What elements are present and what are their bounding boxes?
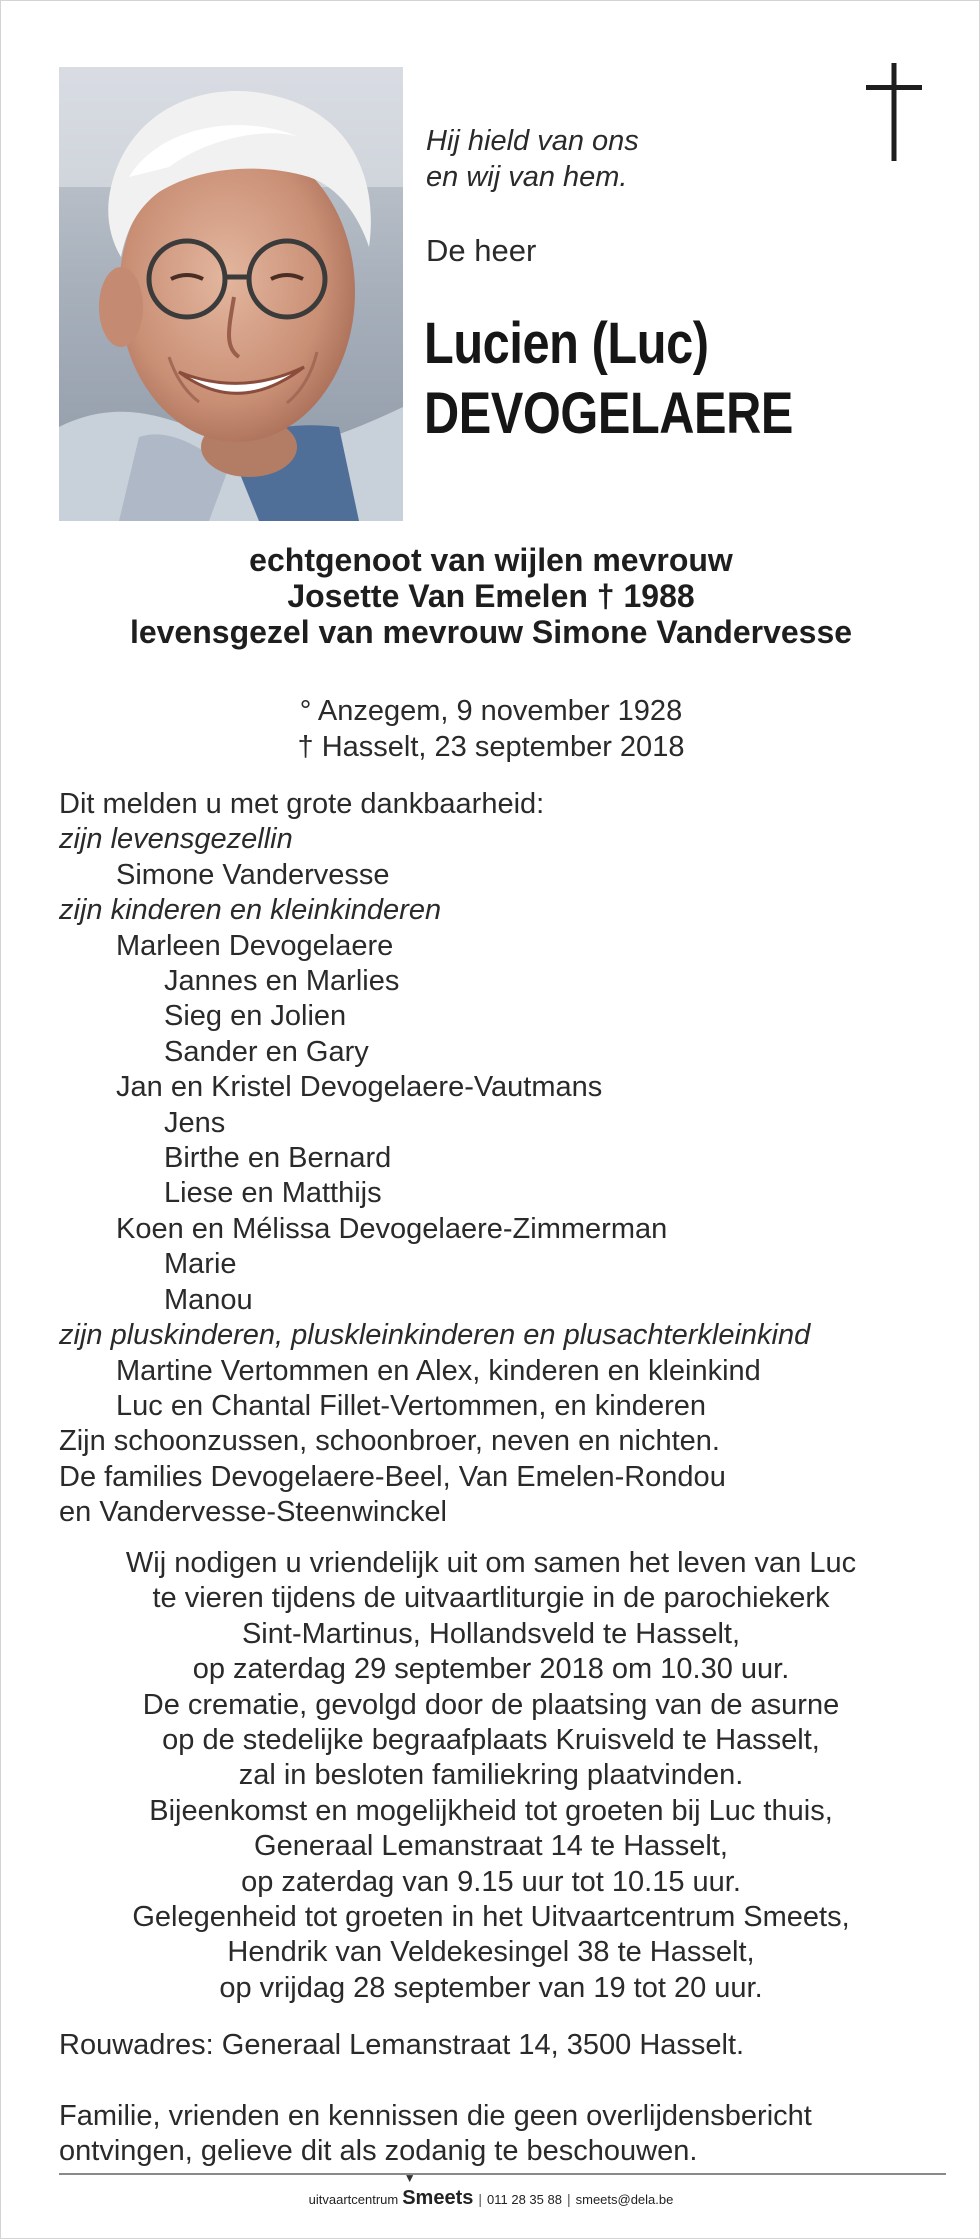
family-member: Birthe en Bernard [164,1142,392,1175]
funeral-home-brand [402,2171,474,2209]
family-member: Jannes en Marlies [164,965,400,998]
family-member: Martine Vertommen en Alex, kinderen en kleinkind [116,1354,761,1387]
family-member: Zijn schoonzussen, schoonbroer, neven en nichten. [59,1425,720,1458]
quote [426,123,639,195]
portrait-illustration [59,67,403,521]
family-member: De families Devogelaere-Beel, Van Emelen-Rondou [59,1460,726,1493]
invitation-line: De crematie, gevolgd door de plaatsing van de asurne [142,1688,840,1721]
relation-block [41,542,941,650]
invitation-line: op zaterdag 29 september 2018 om 10.30 uur. [192,1653,790,1686]
cross-icon [866,63,922,161]
footer-separator: | [566,2191,571,2207]
quote-line: en wij van hem. [426,161,628,193]
birth-date: ° Anzegem, 9 november 1928 [299,695,683,727]
family-member: Sander en Gary [164,1035,369,1068]
invitation-line: zal in besloten familiekring plaatvinden. [238,1759,744,1792]
invitation-line: Generaal Lemanstraat 14 te Hasselt, [254,1830,728,1863]
footer-prefix: uitvaartcentrum [308,2192,399,2207]
relation-line: Josette Van Emelen † 1988 [287,578,695,614]
invitation-line: Bijeenkomst en mogelijkheid tot groeten bij Luc thuis, [149,1794,833,1827]
death-date: † Hasselt, 23 september 2018 [297,731,685,763]
quote-line: Hij hield van ons [426,125,639,157]
invitation-line: te vieren tijdens de uitvaartliturgie in de parochiekerk [152,1582,830,1615]
family-member: Koen en Mélissa Devogelaere-Zimmerman [116,1212,668,1245]
family-list [59,787,939,1531]
life-dates [41,693,941,765]
notice-line: Familie, vrienden en kennissen die geen overlijdensbericht [59,2100,812,2132]
salutation: De heer [426,233,537,268]
family-member: en Vandervesse-Steenwinckel [59,1496,447,1529]
family-member: Jens [164,1106,226,1139]
invitation-line: Gelegenheid tot groeten in het Uitvaartcentrum Smeets, [132,1901,850,1934]
brand-name: Smeets [402,2187,474,2209]
invitation-line: op vrijdag 28 september van 19 tot 20 uur. [219,1971,763,2004]
deceased-name [424,309,793,449]
brand-marker-icon: ▼ [403,2171,416,2185]
invitation-line: Sint-Martinus, Hollandsveld te Hasselt, [241,1617,741,1650]
relation-line: echtgenoot van wijlen mevrouw [249,542,733,578]
family-member: Dit melden u met grote dankbaarheid: [59,788,545,820]
footer-separator: | [478,2191,483,2207]
invitation-line: Hendrik van Veldekesingel 38 te Hasselt, [227,1936,755,1969]
family-group-heading: zijn pluskinderen, pluskleinkinderen en plusachterkleinkind [59,1319,811,1352]
family-member: Simone Vandervesse [116,858,390,891]
funeral-home-footer [1,2171,980,2210]
relation-line: levensgezel van mevrouw Simone Vandervesse [129,614,853,650]
family-member: Marleen Devogelaere [116,929,394,962]
last-name: DEVOGELAERE [424,381,793,446]
family-member: Jan en Kristel Devogelaere-Vautmans [116,1071,603,1104]
footer-phone: 011 28 35 88 [487,2192,562,2207]
footer-divider [59,2173,946,2175]
notice-line: ontvingen, gelieve dit als zodanig te beschouwen. [59,2135,698,2168]
family-member: Sieg en Jolien [164,1000,347,1033]
invitation-block [41,1546,941,2006]
first-name: Lucien (Luc) [424,311,709,376]
invitation-line: op de stedelijke begraafplaats Kruisveld te Hasselt, [162,1724,820,1757]
portrait-photo [59,67,403,521]
family-group-heading: zijn levensgezellin [59,823,293,856]
notice-text [59,2099,812,2170]
family-member: Manou [164,1283,253,1316]
footer-email: smeets@dela.be [575,2192,674,2207]
mourning-address: Rouwadres: Generaal Lemanstraat 14, 3500 Hasselt. [59,2029,745,2061]
invitation-line: Wij nodigen u vriendelijk uit om samen het leven van Luc [125,1547,857,1579]
invitation-line: op zaterdag van 9.15 uur tot 10.15 uur. [241,1865,741,1898]
family-member: Marie [164,1248,237,1281]
family-member: Luc en Chantal Fillet-Vertommen, en kinderen [116,1389,706,1422]
family-group-heading: zijn kinderen en kleinkinderen [59,894,442,927]
family-member: Liese en Matthijs [164,1177,382,1210]
